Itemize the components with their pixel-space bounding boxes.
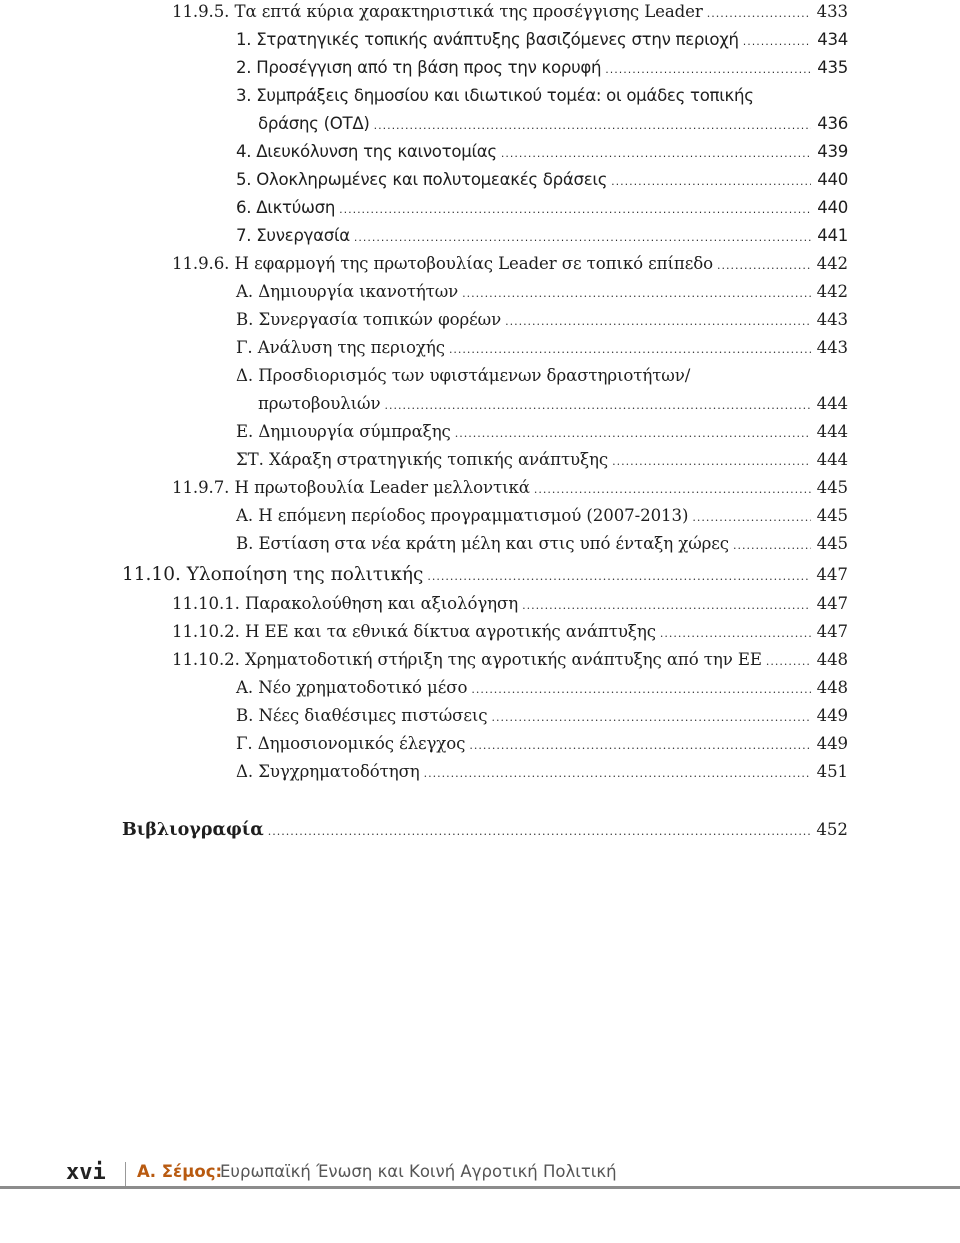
dot-leader [611,175,811,188]
dot-leader [743,35,811,48]
dot-leader [766,655,811,668]
toc-entry-label: 11.9.7. Η πρωτοβουλία Leader μελλοντικά [172,478,530,497]
toc-entry-label: Β. Νέες διαθέσιμες πιστώσεις [236,706,488,725]
toc-entry[interactable] [236,282,848,301]
dot-leader [374,119,812,132]
toc-entry-label: 5. Ολοκληρωμένες και πολυτομεακές δράσεις [236,170,608,189]
dot-leader [469,739,810,752]
dot-leader [384,399,810,412]
toc-entry[interactable] [236,58,848,77]
toc-entry[interactable] [172,478,848,497]
dot-leader [717,259,811,272]
toc-entry-page: 444 [816,394,848,413]
dot-leader [449,343,811,356]
toc-entry-label: 11.9.5. Τα επτά κύρια χαρακτηριστικά της προσέγγισης Leader [172,2,703,21]
toc-entry-label: 4. Διευκόλυνση της καινοτομίας [236,142,497,161]
toc-entry-label: Ε. Δημιουργία σύμπραξης [236,422,451,441]
toc-entry-label: 11.10.1. Παρακολούθηση και αξιολόγηση [172,594,519,613]
toc-section-entry[interactable] [122,564,848,585]
toc-entry-page: 442 [816,254,848,273]
toc-entry-page: 449 [816,706,848,725]
toc-entry[interactable] [258,114,848,133]
toc-entry-page: 440 [817,170,848,189]
toc-entry-page: 452 [816,820,848,839]
toc-entry[interactable] [236,534,848,553]
toc-entry-label: 6. Δικτύωση [236,198,336,217]
footer-author: Α. Σέμος: [137,1162,223,1181]
toc-entry-label: 7. Συνεργασία [236,226,350,245]
toc-entry-page: 447 [816,622,848,641]
toc-entry[interactable] [258,394,848,413]
toc-entry-label: δράσης (ΟΤΔ) [258,114,370,133]
toc-entry[interactable] [236,422,848,441]
toc-entry-page: 445 [816,506,848,525]
dot-leader [455,427,811,440]
dot-leader [354,231,811,244]
toc-entry[interactable] [236,30,848,49]
toc-entry[interactable] [172,2,848,21]
dot-leader [605,63,811,76]
toc-entry-label: Δ. Προσδιορισμός των υφιστάμενων δραστηριοτήτων/ [236,366,691,385]
toc-entry-page: 447 [816,565,848,584]
toc-entry[interactable] [172,254,848,273]
dot-leader [505,315,811,328]
toc-entry-page: 445 [816,478,848,497]
toc-entry-page: 447 [816,594,848,613]
page-number: xvi [66,1160,106,1185]
toc-entry[interactable] [236,86,848,105]
toc-entry-label: Β. Συνεργασία τοπικών φορέων [236,310,502,329]
toc-entry[interactable] [236,366,848,385]
toc-entry-page: 441 [817,226,848,245]
dot-leader [471,683,810,696]
toc-entry[interactable] [236,338,848,357]
toc-entry-label: Α. Δημιουργία ικανοτήτων [236,282,459,301]
toc-entry-page: 433 [816,2,848,21]
toc-entry-label: Γ. Δημοσιονομικός έλεγχος [236,734,466,753]
toc-entry-label: Β. Εστίαση στα νέα κράτη μέλη και στις υπό ένταξη χώρες [236,534,729,553]
dot-leader [707,7,811,20]
toc-entry-page: 451 [816,762,848,781]
toc-entry[interactable] [236,310,848,329]
toc-entry-page: 445 [816,534,848,553]
dot-leader [491,711,810,724]
footer-book-title: Ευρωπαϊκή Ένωση και Κοινή Αγροτική Πολιτική [220,1162,617,1181]
toc-entry-page: 442 [816,282,848,301]
toc-entry-label: Α. Η επόμενη περίοδος προγραμματισμού (2007-2013) [236,506,689,525]
toc-entry[interactable] [236,198,848,217]
dot-leader [522,599,811,612]
dot-leader [427,570,810,583]
toc-entry[interactable] [172,650,848,669]
toc-entry[interactable] [172,594,848,613]
dot-leader [534,483,811,496]
toc-entry-label: Βιβλιογραφία [122,820,264,840]
dot-leader [424,767,811,780]
toc-entry-page: 434 [817,30,848,49]
toc-entry-page: 443 [816,338,848,357]
toc-entry[interactable] [236,762,848,781]
toc-entry[interactable] [172,622,848,641]
footer-divider [125,1162,126,1186]
toc-bibliography-entry[interactable] [122,820,848,840]
dot-leader [501,147,811,160]
footer-rule [0,1186,960,1189]
toc-entry[interactable] [236,450,848,469]
toc-entry-page: 439 [817,142,848,161]
dot-leader [462,287,810,300]
toc-entry-label: Δ. Συγχρηματοδότηση [236,762,420,781]
toc-entry[interactable] [236,170,848,189]
toc-entry-page: 436 [817,114,848,133]
toc-entry-page: 444 [816,422,848,441]
toc-entry-label: Γ. Ανάλυση της περιοχής [236,338,445,357]
toc-entry-page: 449 [816,734,848,753]
toc-entry[interactable] [236,678,848,697]
toc-entry-label: 11.10.2. Χρηματοδοτική στήριξη της αγροτικής ανάπτυξης από την ΕΕ [172,650,762,669]
toc-entry-page: 444 [816,450,848,469]
toc-entry-label: 1. Στρατηγικές τοπικής ανάπτυξης βασιζόμενες στην περιοχή [236,30,739,49]
dot-leader [692,511,810,524]
toc-entry-page: 443 [816,310,848,329]
toc-entry[interactable] [236,734,848,753]
toc-entry[interactable] [236,226,848,245]
toc-entry-page: 440 [817,198,848,217]
toc-entry-label: 11.9.6. Η εφαρμογή της πρωτοβουλίας Leader σε τοπικό επίπεδο [172,254,713,273]
toc-entry-label: πρωτοβουλιών [258,394,381,413]
toc-entry-page: 448 [816,650,848,669]
toc-entry-label: 2. Προσέγγιση από τη βάση προς την κορυφή [236,58,602,77]
toc-entry-label: Α. Νέο χρηματοδοτικό μέσο [236,678,468,697]
toc-entry[interactable] [236,142,848,161]
dot-leader [612,455,811,468]
toc-entry-label: 11.10. Υλοποίηση της πολιτικής [122,564,424,585]
toc-entry-page: 435 [817,58,848,77]
dot-leader [660,627,811,640]
page-footer [0,1160,960,1200]
toc-entry-label: 11.10.2. Η ΕΕ και τα εθνικά δίκτυα αγροτικής ανάπτυξης [172,622,656,641]
toc-entry-page: 448 [816,678,848,697]
toc-entry-label: 3. Συμπράξεις δημοσίου και ιδιωτικού τομέα: οι ομάδες τοπικής [236,86,754,105]
toc-entry[interactable] [236,506,848,525]
toc-entry-label: ΣΤ. Χάραξη στρατηγικής τοπικής ανάπτυξης [236,450,609,469]
toc-entry[interactable] [236,706,848,725]
dot-leader [733,539,811,552]
dot-leader [268,825,811,838]
dot-leader [339,203,811,216]
